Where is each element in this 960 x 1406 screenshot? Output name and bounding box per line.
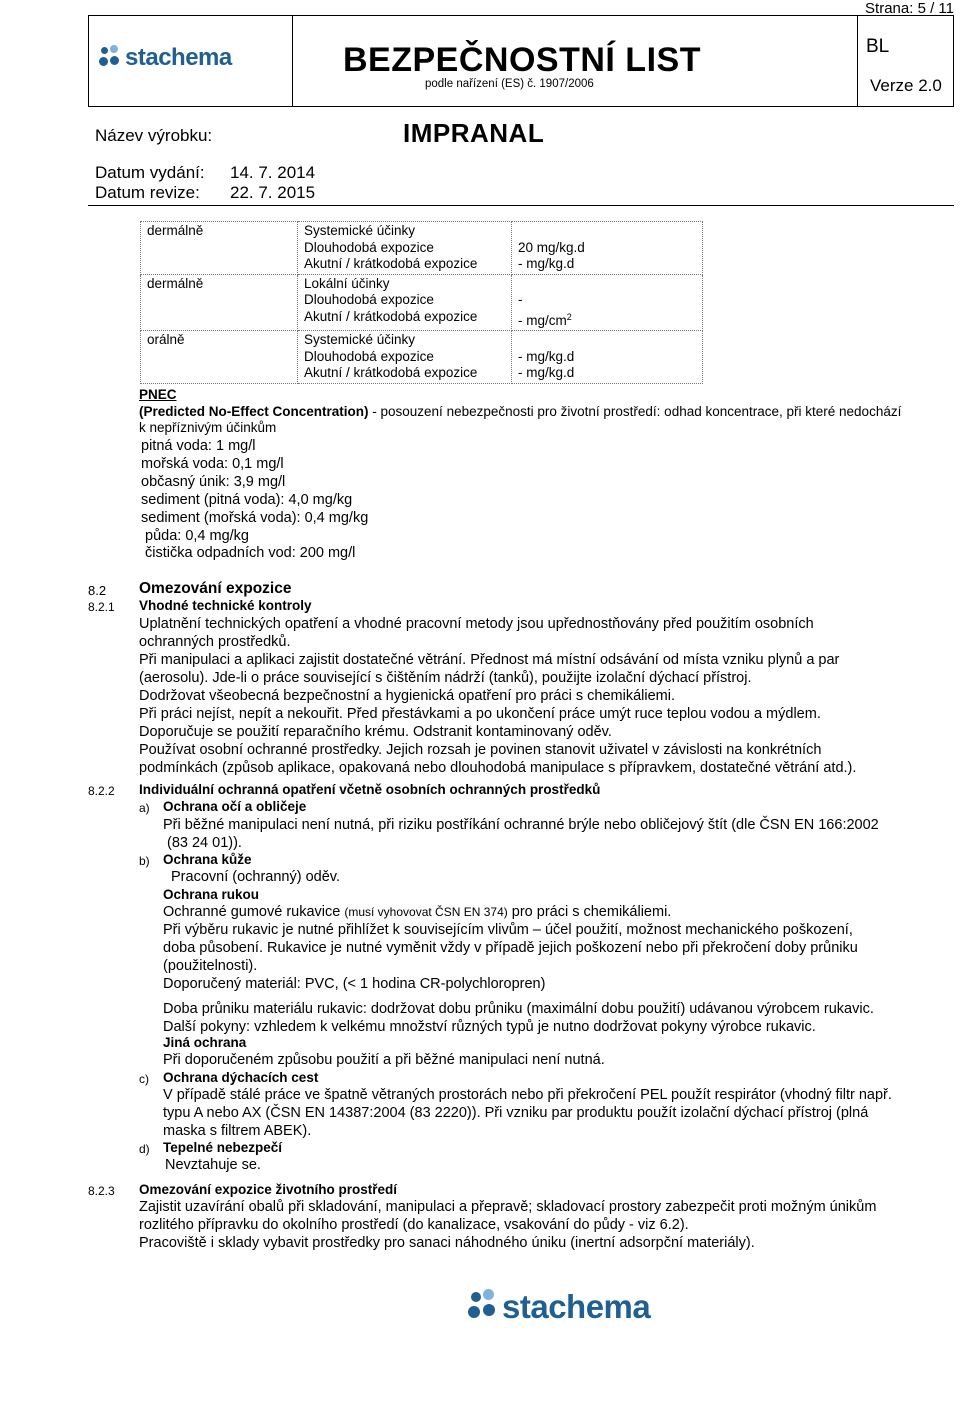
section-8-2-title: Omezování expozice xyxy=(139,580,292,597)
paragraph-line: Zajistit uzavírání obalů při skladování, manipulaci a přepravě; skladovací prostory zabezpečit proti možným únikům xyxy=(139,1199,877,1215)
route-cell: dermálně xyxy=(141,222,298,275)
header-logo-cell xyxy=(89,16,293,106)
pnec-heading: PNEC xyxy=(139,387,177,402)
paragraph-line: V případě stálé práce ve špatně větraných prostorách nebo při překročení PEL použít respirátor (vhodný filtr např. xyxy=(163,1087,892,1103)
footer-logo: stachema xyxy=(468,1288,650,1326)
paragraph-line: rozlitého přípravku do okolního prostředí (do kanalizace, vsakování do půdy - viz 6.2). xyxy=(139,1217,689,1233)
paragraph-line: Dodržovat všeobecná bezpečnostní a hygienická opatření pro práci s chemikáliemi. xyxy=(139,688,675,704)
eye-protection-title: Ochrana očí a obličeje xyxy=(163,799,307,814)
value-cell: 20 mg/kg.d - mg/kg.d xyxy=(512,222,703,275)
pnec-value: půda: 0,4 mg/kg xyxy=(145,528,249,544)
section-8-2-3-title: Omezování expozice životního prostředí xyxy=(139,1182,398,1197)
paragraph-line: Při doporučeném způsobu použití a při běžné manipulaci není nutná. xyxy=(163,1052,605,1068)
section-8-2-2-title: Individuální ochranná opatření včetně osobních ochranných prostředků xyxy=(139,782,601,797)
paragraph-line: Při výběru rukavic je nutné přihlížet k souvisejícím vlivům – účel použití, možnost mechanického poškození, xyxy=(163,922,853,938)
revision-date: 22. 7. 2015 xyxy=(230,183,316,202)
pnec-value: pitná voda: 1 mg/l xyxy=(141,438,256,454)
paragraph-line: ochranných prostředků. xyxy=(139,634,291,650)
paragraph-line: Při práci nejíst, nepít a nekouřit. Před přestávkami a po ukončení práce umýt ruce teplou vodou a mýdlem. xyxy=(139,706,821,722)
product-name: IMPRANAL xyxy=(403,118,545,148)
thermal-hazard-title: Tepelné nebezpečí xyxy=(163,1140,283,1155)
effects-table xyxy=(140,221,703,384)
section-8-2-3-number: 8.2.3 xyxy=(88,1184,115,1198)
regulation-reference: podle nařízení (ES) č. 1907/2006 xyxy=(425,78,594,90)
issue-date: 14. 7. 2014 xyxy=(230,163,316,182)
logo-dots-icon xyxy=(468,1289,498,1325)
version-label: Verze 2.0 xyxy=(870,76,942,95)
effects-cell: Lokální účinky Dlouhodobá expozice Akutní / krátkodobá expozice xyxy=(298,274,512,331)
paragraph-line: Pracovní (ochranný) oděv. xyxy=(171,869,340,885)
other-protection-title: Jiná ochrana xyxy=(163,1035,247,1050)
pnec-value: mořská voda: 0,1 mg/l xyxy=(141,456,284,472)
value-cell: - mg/kg.d - mg/kg.d xyxy=(512,331,703,384)
table-row xyxy=(141,331,703,384)
paragraph-line: Další pokyny: vzhledem k velkému množství různých typů je nutno dodržovat pokyny výrobce rukavic. xyxy=(163,1019,816,1035)
paragraph-line: Při běžné manipulaci není nutná, při riziku postříkání ochranné brýle nebo obličejový štít (dle ČSN EN 166:2002 xyxy=(163,817,879,833)
paragraph-line: typu A nebo AX (ČSN EN 14387:2004 (83 2220)). Při vzniku par produktu použít izolační dýchací přístroj (plná xyxy=(163,1105,869,1121)
section-8-2-2-number: 8.2.2 xyxy=(88,784,115,798)
document-title: BEZPEČNOSTNÍ LIST xyxy=(343,41,701,79)
pnec-value: sediment (mořská voda): 0,4 mg/kg xyxy=(141,510,369,526)
header-divider xyxy=(88,205,954,206)
paragraph-line: maska s filtrem ABEK). xyxy=(163,1123,312,1139)
paragraph-line: Ochranné gumové rukavice (musí vyhovovat ČSN EN 374) pro práci s chemikáliemi. xyxy=(163,904,672,920)
paragraph-line: Při manipulaci a aplikaci zajistit dostatečné větrání. Přednost má místní odsávání od místa vzniku plynů a par xyxy=(139,652,840,668)
section-8-2-1-number: 8.2.1 xyxy=(88,600,115,614)
doc-type-code: BL xyxy=(866,36,890,57)
paragraph-line: Nevztahuje se. xyxy=(165,1157,261,1173)
page-number: Strana: 5 / 11 xyxy=(865,0,954,17)
header-version-cell xyxy=(857,16,954,106)
route-cell: orálně xyxy=(141,331,298,384)
item-a-marker: a) xyxy=(139,801,150,815)
pnec-value: občasný únik: 3,9 mg/l xyxy=(141,474,286,490)
hand-protection-title: Ochrana rukou xyxy=(163,887,260,902)
company-logo: stachema xyxy=(99,44,232,72)
route-cell: dermálně xyxy=(141,274,298,331)
document-header xyxy=(88,15,954,107)
item-b-marker: b) xyxy=(139,854,150,868)
section-8-2-1-title: Vhodné technické kontroly xyxy=(139,598,312,613)
pnec-value: sediment (pitná voda): 4,0 mg/kg xyxy=(141,492,353,508)
pnec-definition: (Predicted No-Effect Concentration) - posouzení nebezpečnosti pro životní prostředí: odhad koncentrace, při které nedochází xyxy=(139,404,902,419)
paragraph-line: podmínkách (způsob aplikace, opakovaná nebo dlouhodobá manipulace s přípravkem, dostatečné větrání atd.). xyxy=(139,760,857,776)
paragraph-line: Uplatnění technických opatření a vhodné pracovní metody jsou upřednostňovány před použitím osobních xyxy=(139,616,814,632)
paragraph-line: Pracoviště i sklady vybavit prostředky pro sanaci náhodného úniku (inertní adsorpční materiály). xyxy=(139,1235,755,1251)
table-row xyxy=(141,222,703,275)
pnec-definition-line2: k nepříznivým účinkům xyxy=(139,420,277,435)
paragraph-line: Doba průniku materiálu rukavic: dodržovat dobu průniku (maximální dobu použití) udávanou výrobcem rukavic. xyxy=(163,1001,874,1017)
product-name-label: Název výrobku: xyxy=(95,126,213,145)
skin-protection-title: Ochrana kůže xyxy=(163,852,252,867)
item-c-marker: c) xyxy=(139,1072,149,1086)
paragraph-line: (aerosolu). Jde-li o práce související s čištěním nádrží (tanků), použijte izolační dýchací přístroj. xyxy=(139,670,752,686)
respiratory-protection-title: Ochrana dýchacích cest xyxy=(163,1070,319,1085)
effects-cell: Systemické účinky Dlouhodobá expozice Akutní / krátkodobá expozice xyxy=(298,222,512,275)
logo-dots-icon xyxy=(99,45,121,71)
issue-date-label: Datum vydání: xyxy=(95,163,205,182)
paragraph-line: Doporučuje se použití reparačního krému. Odstranit kontaminovaný oděv. xyxy=(139,724,612,740)
effects-cell: Systemické účinky Dlouhodobá expozice Akutní / krátkodobá expozice xyxy=(298,331,512,384)
paragraph-line: (83 24 01)). xyxy=(167,835,242,851)
table-row xyxy=(141,274,703,331)
item-d-marker: d) xyxy=(139,1142,150,1156)
paragraph-line: (použitelnosti). xyxy=(163,958,258,974)
section-8-2-number: 8.2 xyxy=(88,583,107,598)
pnec-value: čistička odpadních vod: 200 mg/l xyxy=(145,545,356,561)
revision-date-label: Datum revize: xyxy=(95,183,200,202)
paragraph-line: Používat osobní ochranné prostředky. Jejich rozsah je povinen stanovit uživatel v závislosti na konkrétních xyxy=(139,742,822,758)
value-cell: - - $mg/cm^2$ xyxy=(512,274,703,331)
paragraph-line: doba působení. Rukavice je nutné vyměnit vždy v případě jejich poškození nebo při překročení doby průniku xyxy=(163,940,858,956)
paragraph-line: Doporučený materiál: PVC, (< 1 hodina CR-polychloropren) xyxy=(163,976,546,992)
